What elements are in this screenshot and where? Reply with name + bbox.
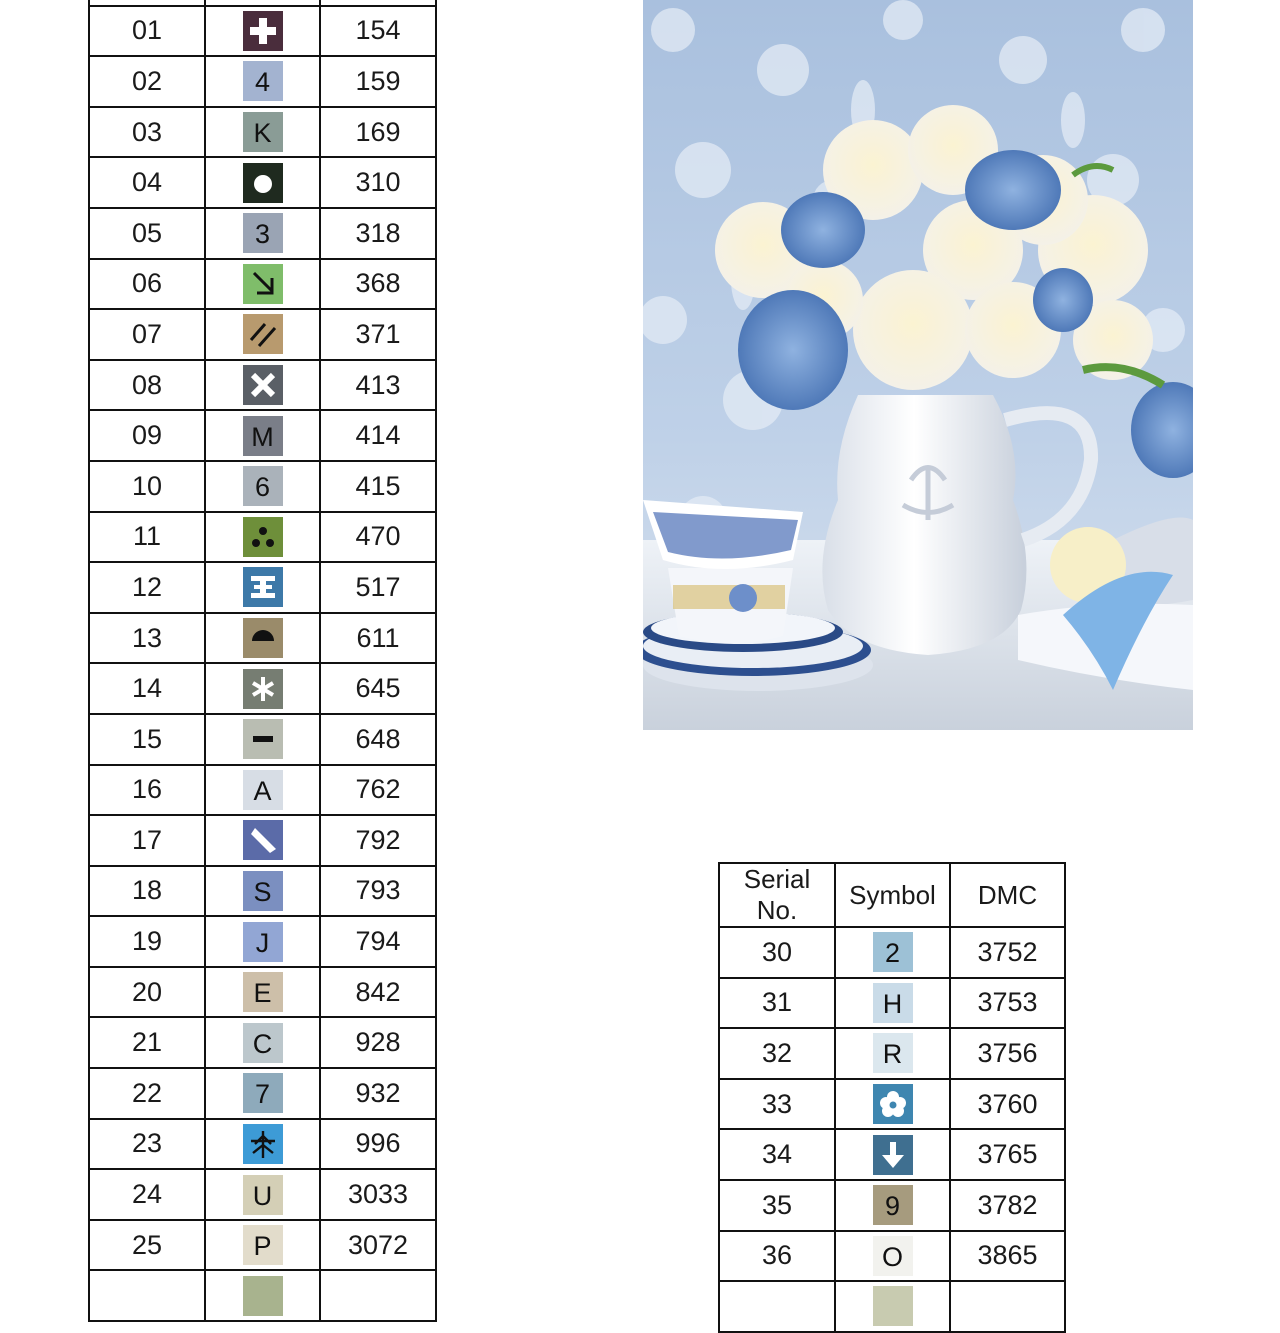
dmc-code-cell: 3753 <box>950 978 1065 1029</box>
i-beam-icon <box>243 567 283 607</box>
left-table-row <box>89 714 436 765</box>
serial-no-cell: 05 <box>89 208 205 259</box>
symbol-cell <box>205 410 320 461</box>
symbol-swatch: P <box>243 1225 283 1265</box>
symbol-swatch: A <box>243 770 283 810</box>
symbol-swatch: 6 <box>243 466 283 506</box>
header-dmc: DMC <box>950 863 1065 927</box>
serial-no-cell: 08 <box>89 360 205 411</box>
serial-no-cell: 03 <box>89 107 205 158</box>
serial-no-cell: 01 <box>89 6 205 57</box>
symbol-cell <box>205 1119 320 1170</box>
left-table-row <box>89 967 436 1018</box>
symbol-swatch: E <box>243 972 283 1012</box>
symbol-cell <box>205 1169 320 1220</box>
dmc-code-cell: 3765 <box>950 1129 1065 1180</box>
dmc-code-cell: 517 <box>320 562 436 613</box>
serial-no-cell: 31 <box>719 978 835 1029</box>
symbol-cell <box>205 1270 320 1321</box>
left-table-row <box>89 1119 436 1170</box>
three-dots-icon <box>243 517 283 557</box>
left-table-row <box>89 815 436 866</box>
serial-no-cell: 15 <box>89 714 205 765</box>
right-table-row <box>719 1231 1065 1282</box>
dmc-code-cell: 169 <box>320 107 436 158</box>
header-symbol: Symbol <box>835 863 950 927</box>
dmc-code-cell: 762 <box>320 765 436 816</box>
symbol-cell <box>205 1220 320 1271</box>
diagonal-bar-icon <box>243 820 283 860</box>
minus-icon <box>243 719 283 759</box>
dmc-code-cell: 3752 <box>950 927 1065 978</box>
symbol-swatch <box>243 1276 283 1316</box>
dmc-code-cell: 932 <box>320 1068 436 1119</box>
symbol-cell <box>205 815 320 866</box>
color-key-table-right-body <box>719 927 1065 1332</box>
left-table-row <box>89 259 436 310</box>
symbol-swatch: 2 <box>873 932 913 972</box>
symbol-cell <box>205 512 320 563</box>
dmc-code-cell: 3756 <box>950 1028 1065 1079</box>
left-table-row <box>89 360 436 411</box>
color-key-table-left <box>88 0 437 1322</box>
dmc-code-cell: 996 <box>320 1119 436 1170</box>
symbol-swatch: S <box>243 871 283 911</box>
left-table-row <box>89 461 436 512</box>
dmc-code-cell: 368 <box>320 259 436 310</box>
symbol-cell <box>205 866 320 917</box>
serial-no-cell <box>89 1270 205 1321</box>
symbol-cell <box>205 461 320 512</box>
symbol-cell <box>205 208 320 259</box>
symbol-swatch: 9 <box>873 1185 913 1225</box>
left-table-row <box>89 56 436 107</box>
symbol-swatch: 4 <box>243 61 283 101</box>
left-table-row <box>89 157 436 208</box>
symbol-cell <box>205 967 320 1018</box>
serial-no-cell <box>719 1281 835 1332</box>
half-circle-icon <box>243 618 283 658</box>
serial-no-cell: 10 <box>89 461 205 512</box>
serial-no-cell: 11 <box>89 512 205 563</box>
symbol-swatch <box>873 1286 913 1326</box>
right-table-row <box>719 978 1065 1029</box>
symbol-cell <box>205 916 320 967</box>
left-table-row <box>89 765 436 816</box>
right-table-row <box>719 1180 1065 1231</box>
left-table-row <box>89 309 436 360</box>
serial-no-cell: 25 <box>89 1220 205 1271</box>
right-table-row <box>719 1129 1065 1180</box>
symbol-cell <box>205 360 320 411</box>
dmc-code-cell: 414 <box>320 410 436 461</box>
header-serial-no: Serial No. <box>719 863 835 927</box>
symbol-cell <box>205 309 320 360</box>
dmc-code-cell: 3760 <box>950 1079 1065 1130</box>
asterisk-icon <box>243 669 283 709</box>
serial-no-cell: 24 <box>89 1169 205 1220</box>
symbol-cell <box>835 1129 950 1180</box>
serial-no-cell: 02 <box>89 56 205 107</box>
serial-no-cell: 32 <box>719 1028 835 1079</box>
arrow-down-right-icon <box>243 264 283 304</box>
symbol-cell <box>205 157 320 208</box>
symbol-cell <box>205 56 320 107</box>
serial-no-cell: 16 <box>89 765 205 816</box>
left-table-row <box>89 6 436 57</box>
serial-no-cell: 13 <box>89 613 205 664</box>
left-table-row <box>89 208 436 259</box>
symbol-cell <box>835 1079 950 1130</box>
left-table-row <box>89 613 436 664</box>
symbol-cell <box>835 978 950 1029</box>
left-table-row <box>89 512 436 563</box>
serial-no-cell: 12 <box>89 562 205 613</box>
symbol-cell <box>205 1068 320 1119</box>
left-table-row <box>89 1169 436 1220</box>
flower-icon <box>873 1084 913 1124</box>
dmc-code-cell: 792 <box>320 815 436 866</box>
serial-no-cell: 17 <box>89 815 205 866</box>
serial-no-cell: 36 <box>719 1231 835 1282</box>
right-table-row <box>719 1079 1065 1130</box>
symbol-cell <box>205 107 320 158</box>
symbol-cell <box>205 6 320 57</box>
dmc-code-cell: 3072 <box>320 1220 436 1271</box>
symbol-cell <box>835 927 950 978</box>
dmc-code-cell: 3865 <box>950 1231 1065 1282</box>
product-preview-image <box>643 0 1193 730</box>
symbol-swatch: O <box>873 1236 913 1276</box>
dmc-code-cell: 413 <box>320 360 436 411</box>
serial-no-cell: 21 <box>89 1017 205 1068</box>
tree-icon <box>243 1124 283 1164</box>
table-header-row <box>719 863 1065 927</box>
symbol-cell <box>205 613 320 664</box>
serial-no-cell: 30 <box>719 927 835 978</box>
dmc-code-cell: 159 <box>320 56 436 107</box>
double-slash-icon <box>243 314 283 354</box>
symbol-cell <box>205 562 320 613</box>
symbol-swatch: 3 <box>243 213 283 253</box>
symbol-cell <box>835 1281 950 1332</box>
left-table-row <box>89 1068 436 1119</box>
arrow-down-icon <box>873 1135 913 1175</box>
left-table-row <box>89 663 436 714</box>
serial-no-cell: 14 <box>89 663 205 714</box>
left-table-row <box>89 410 436 461</box>
x-icon <box>243 365 283 405</box>
dmc-code-cell: 648 <box>320 714 436 765</box>
symbol-cell <box>205 714 320 765</box>
symbol-swatch: J <box>243 922 283 962</box>
left-table-row <box>89 1220 436 1271</box>
dot-icon <box>243 163 283 203</box>
right-table-row <box>719 927 1065 978</box>
symbol-swatch: K <box>243 112 283 152</box>
symbol-swatch: H <box>873 983 913 1023</box>
dmc-code-cell <box>950 1281 1065 1332</box>
serial-no-cell: 22 <box>89 1068 205 1119</box>
symbol-swatch: R <box>873 1033 913 1073</box>
dmc-code-cell: 310 <box>320 157 436 208</box>
dmc-code-cell: 3782 <box>950 1180 1065 1231</box>
symbol-swatch: U <box>243 1175 283 1215</box>
symbol-cell <box>205 1017 320 1068</box>
left-table-row <box>89 916 436 967</box>
serial-no-cell: 33 <box>719 1079 835 1130</box>
serial-no-cell: 35 <box>719 1180 835 1231</box>
right-table-row <box>719 1028 1065 1079</box>
dmc-code-cell: 371 <box>320 309 436 360</box>
serial-no-cell: 23 <box>89 1119 205 1170</box>
left-table-row <box>89 562 436 613</box>
symbol-cell <box>835 1028 950 1079</box>
dmc-code-cell: 842 <box>320 967 436 1018</box>
serial-no-cell: 18 <box>89 866 205 917</box>
dmc-code-cell: 3033 <box>320 1169 436 1220</box>
serial-no-cell: 34 <box>719 1129 835 1180</box>
dmc-code-cell: 154 <box>320 6 436 57</box>
dmc-code-cell <box>320 1270 436 1321</box>
symbol-cell <box>205 259 320 310</box>
serial-no-cell: 06 <box>89 259 205 310</box>
dmc-code-cell: 645 <box>320 663 436 714</box>
serial-no-cell: 19 <box>89 916 205 967</box>
dmc-code-cell: 794 <box>320 916 436 967</box>
left-table-row <box>89 866 436 917</box>
left-table-row <box>89 1270 436 1321</box>
dmc-code-cell: 415 <box>320 461 436 512</box>
symbol-cell <box>835 1231 950 1282</box>
symbol-swatch: 7 <box>243 1073 283 1113</box>
dmc-code-cell: 928 <box>320 1017 436 1068</box>
left-table-row <box>89 107 436 158</box>
plus-icon <box>243 11 283 51</box>
dmc-code-cell: 318 <box>320 208 436 259</box>
dmc-code-cell: 470 <box>320 512 436 563</box>
serial-no-cell: 09 <box>89 410 205 461</box>
symbol-swatch: C <box>243 1023 283 1063</box>
dmc-code-cell: 793 <box>320 866 436 917</box>
symbol-swatch: M <box>243 416 283 456</box>
left-table-row <box>89 1017 436 1068</box>
symbol-cell <box>835 1180 950 1231</box>
serial-no-cell: 07 <box>89 309 205 360</box>
color-key-table-left-body <box>89 0 436 1321</box>
serial-no-cell: 04 <box>89 157 205 208</box>
dmc-code-cell: 611 <box>320 613 436 664</box>
serial-no-cell: 20 <box>89 967 205 1018</box>
right-table-row <box>719 1281 1065 1332</box>
color-key-table-right <box>718 862 1066 1333</box>
symbol-cell <box>205 765 320 816</box>
symbol-cell <box>205 663 320 714</box>
